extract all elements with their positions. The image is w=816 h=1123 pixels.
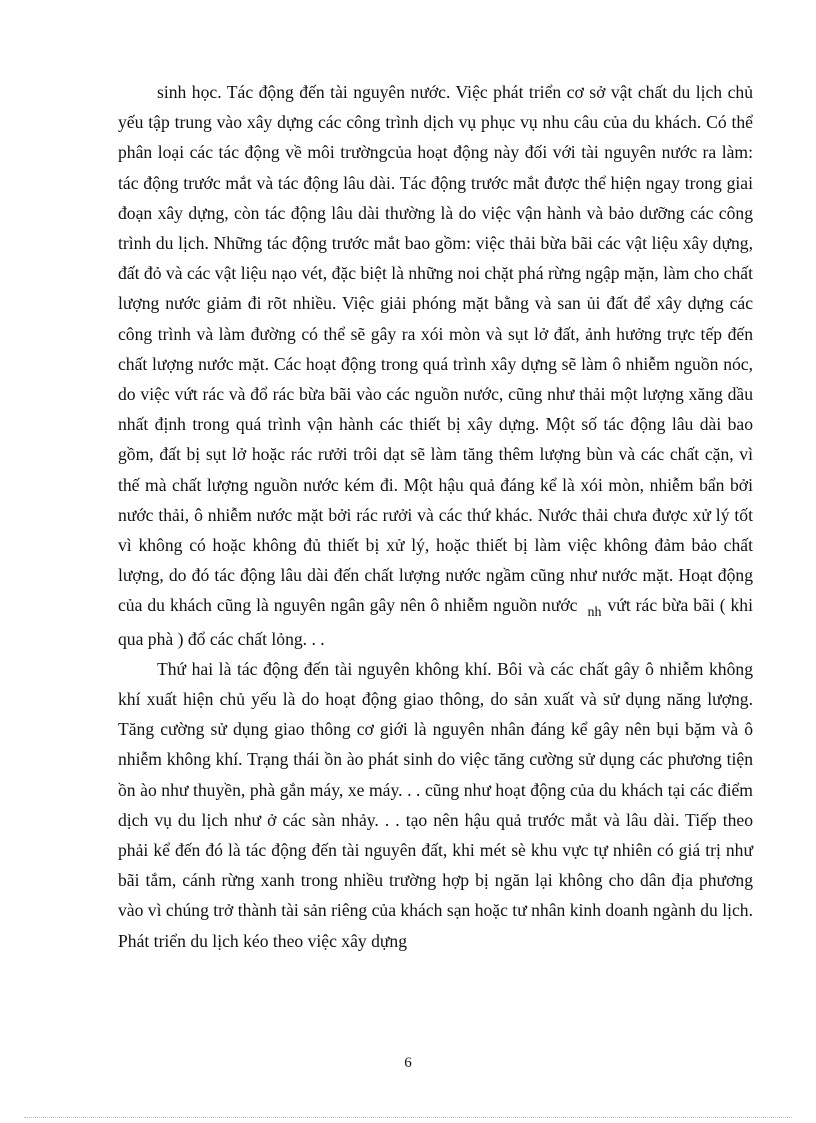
paragraph-1-text: sinh học. Tác động đến tài nguyên nước. Việc phát triển cơ sở vật chất du lịch chủ yếu tập trung vào xây dựng các công trình dịch vụ phục vụ nhu câu của du khách. Có thể phân loại các tác động về môi trườngcủa hoạt động này đối với tài nguyên nước ra làm: tác động trước mắt và tác động lâu dài. Tác động trước mắt được thể hiện ngay trong giai đoạn xây dựng, còn tác động lâu dài thường là do việc vận hành và bảo dưỡng các công trình du lịch. Những tác động trước mắt bao gồm: việc thải bừa bãi các vật liệu xây dựng, đất đỏ và các vật liệu nạo vét, đặc biệt là những noi chặt phá rừng ngập mặn, làm cho chất lượng nước giảm đi rõt nhiều. Việc giải phóng mặt bằng và san ủi đất để xây dựng các công trình và làm đường có thể sẽ gây ra xói mòn và sụt lở đất, ảnh hưởng trực tếp đến chất lượng nước mặt. Các hoạt động trong quá trình xây dựng sẽ làm ô nhiễm nguồn nóc, do việc vứt rác và đổ rác bừa bãi vào các nguồn nước, cũng như thải một lượng xăng dầu nhất định trong quá trình vận hành các thiết bị xây dựng. Một số tác động lâu dài bao gồm, đất bị sụt lở hoặc rác rưởi trôi dạt sẽ làm tăng thêm lượng bùn và các chất cặn, vì thế mà chất lượng nguồn nước kém đi. Một hậu quả đáng kể là xói mòn, nhiễm bẩn bởi nước thải, ô nhiễm nước mặt bởi rác rưởi và các thứ khác. Nước thải chưa được xử lý tốt vì không có hoặc không đủ thiết bị xử lý, hoặc thiết bị làm việc không đảm bảo chất lượng, do đó tác động lâu dài đến chất lượng nước ngầm cũng như nước mặt. Hoạt động của du khách cũng là nguyên ngân gây nên ô nhiễm nguồn nước xyxy=(118,82,753,616)
paragraph-1 xyxy=(118,77,753,654)
paragraph-1-subscript-fragment: nh xyxy=(587,605,602,621)
paragraph-2: Thứ hai là tác động đến tài nguyên không khí. Bôi và các chất gây ô nhiễm không khí xuất hiện chủ yếu là do hoạt động giao thông, do sản xuất và sử dụng năng lượng. Tăng cường sử dụng giao thông cơ giới là nguyên nhân đáng kể gây nên bụi bặm và ô nhiễm không khí. Trạng thái ồn ào phát sinh do việc tăng cường sử dụng các phương tiện ồn ào như thuyền, phà gắn máy, xe máy. . . cũng như hoạt động của du khách tại các điểm dịch vụ du lịch như ở các sàn nhảy. . . tạo nên hậu quả trước mắt và lâu dài. Tiếp theo phải kể đến đó là tác động đến tài nguyên đất, khi mét sè khu vực tự nhiên có giá trị như bãi tắm, cánh rừng xanh trong nhiều trường hợp bị ngăn lại không cho dân địa phương vào vì chúng trở thành tài sản riêng của khách sạn hoặc tư nhân kinh doanh ngành du lịch. Phát triển du lịch kéo theo việc xây dựng xyxy=(118,658,753,951)
body-text xyxy=(118,77,753,956)
paragraph-1-tail: vứt rác bừa bãi ( khi qua phà ) đổ các chất lỏng. . . xyxy=(118,595,753,649)
footer-divider xyxy=(24,1117,792,1118)
page-number: 6 xyxy=(404,1055,412,1071)
